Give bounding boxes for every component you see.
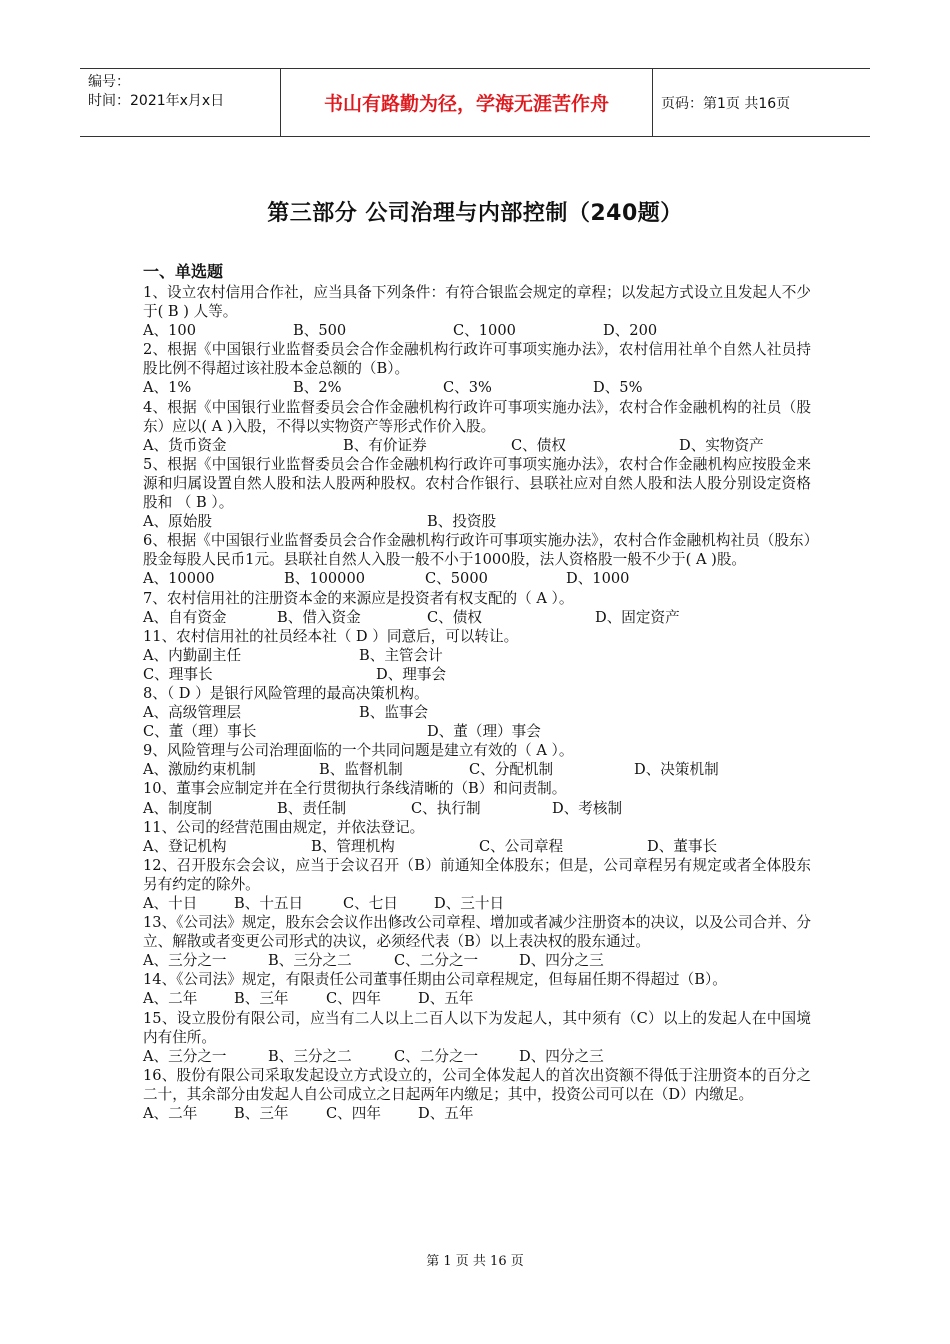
page-header — [80, 68, 870, 137]
answer-options — [143, 989, 811, 1008]
answer-option: A、内勤副主任 — [143, 646, 242, 664]
answer-options — [143, 894, 811, 913]
answer-option: A、三分之一 — [143, 1047, 227, 1065]
answer-option: A、激励约束机制 — [143, 761, 256, 779]
question-text: 7、农村信用社的注册资本金的来源应是投资者有权支配的（ A ）。 — [143, 589, 574, 607]
answer-option: A、自有资金 — [143, 608, 227, 626]
answer-option: B、三分之二 — [268, 952, 352, 970]
answer-options — [143, 512, 811, 531]
answer-option: B、三年 — [234, 990, 289, 1008]
answer-option: B、监事会 — [359, 704, 429, 722]
answer-option: B、2% — [293, 379, 342, 397]
answer-option: A、货币资金 — [143, 436, 227, 454]
answer-option: B、100000 — [284, 570, 366, 588]
answer-options — [143, 951, 811, 970]
question-text: 9、风险管理与公司治理面临的一个共同问题是建立有效的（ A ）。 — [143, 742, 574, 760]
question-text: 4、根据《中国银行业监督委员会合作金融机构行政许可事项实施办法》，农村合作金融机构的社员（股东）应以( A )入股，不得以实物资产等形式作价入股。 — [143, 398, 811, 435]
answer-option: B、主管会计 — [359, 646, 443, 664]
answer-option: D、五年 — [418, 1105, 474, 1123]
answer-options — [143, 646, 811, 665]
header-page-info: 页码：第1页 共16页 — [661, 95, 791, 112]
answer-option: D、董（理）事会 — [427, 723, 541, 741]
answer-option: C、二分之一 — [394, 1047, 479, 1065]
answer-option: A、1% — [143, 379, 192, 397]
answer-option: C、七日 — [343, 895, 398, 912]
answer-options — [143, 1104, 811, 1123]
answer-options — [143, 1047, 811, 1066]
answer-options — [143, 722, 811, 741]
time-label: 时间：2021年x月x日 — [88, 93, 225, 109]
answer-option: A、十日 — [143, 895, 198, 912]
answer-option: A、登记机构 — [143, 837, 227, 855]
answer-option: D、四分之三 — [519, 952, 604, 970]
answer-option: C、债权 — [511, 436, 566, 454]
number-label: 编号： — [88, 74, 130, 90]
answer-option: C、分配机制 — [469, 761, 554, 779]
answer-option: B、管理机构 — [311, 837, 395, 855]
answer-option: C、5000 — [425, 570, 488, 588]
answer-options — [143, 436, 811, 455]
answer-options — [143, 760, 811, 779]
answer-option: B、责任制 — [277, 799, 347, 817]
question-text: 1、设立农村信用合作社，应当具备下列条件：有符合银监会规定的章程；以发起方式设立且发起人不少于( B ) 人等。 — [143, 284, 811, 321]
question-text: 11、公司的经营范围由规定，并依法登记。 — [143, 818, 425, 836]
question-text: 13、《公司法》规定，股东会会议作出修改公司章程、增加或者减少注册资本的决议，以及公司合并、分立、解散或者变更公司形式的决议，必须经代表（B）以上表决权的股东通过。 — [143, 914, 811, 951]
answer-option: A、二年 — [143, 990, 198, 1008]
answer-option: B、500 — [293, 322, 347, 340]
answer-option: A、制度制 — [143, 799, 212, 817]
answer-option: C、董（理）事长 — [143, 723, 257, 741]
answer-options — [143, 608, 811, 627]
header-motto: 书山有路勤为径，学海无涯苦作舟 — [281, 69, 653, 136]
answer-option: B、十五日 — [234, 895, 304, 912]
question-text: 5、根据《中国银行业监督委员会合作金融机构行政许可事项实施办法》，农村合作金融机构应按股金来源和归属设置自然人股和法人股两种股权。农村合作银行、县联社应对自然人股和法人股分别设定资格股和 （ B ）。 — [143, 455, 811, 512]
answer-option: C、1000 — [453, 322, 516, 340]
answer-options — [143, 837, 811, 856]
answer-option: D、5% — [593, 379, 643, 397]
answer-option: D、董事长 — [647, 837, 718, 855]
answer-option: D、实物资产 — [679, 436, 764, 454]
answer-options — [143, 321, 811, 340]
answer-option: D、固定资产 — [595, 608, 680, 626]
answer-option: B、借入资金 — [277, 608, 361, 626]
answer-option: D、1000 — [566, 570, 630, 588]
answer-option: C、执行制 — [411, 799, 481, 817]
answer-option: D、五年 — [418, 990, 474, 1008]
answer-option: C、理事长 — [143, 665, 213, 683]
answer-option: A、三分之一 — [143, 952, 227, 970]
answer-option: B、三分之二 — [268, 1047, 352, 1065]
answer-option: A、10000 — [143, 570, 215, 588]
answer-option: A、100 — [143, 322, 196, 340]
answer-option: C、二分之一 — [394, 952, 479, 970]
question-text: 2、根据《中国银行业监督委员会合作金融机构行政许可事项实施办法》，农村信用社单个自然人社员持股比例不得超过该社股本金总额的（B）。 — [143, 341, 811, 378]
answer-option: A、原始股 — [143, 513, 212, 531]
answer-options — [143, 569, 811, 588]
question-text: 6、根据《中国银行业监督委员会合作金融机构行政许可事项实施办法》，农村合作金融机构社员（股东）股金每股人民币1元。县联社自然人入股一般不小于1000股，法人资格股一般不少于( A )股。 — [143, 532, 811, 569]
answer-option: C、四年 — [326, 990, 381, 1008]
question-text: 10、董事会应制定并在全行贯彻执行条线清晰的（B）和问责制。 — [143, 780, 567, 798]
page-footer: 第 1 页 共 16 页 — [426, 1254, 524, 1269]
answer-option: B、有价证券 — [343, 436, 427, 454]
question-text: 14、《公司法》规定，有限责任公司董事任期由公司章程规定，但每届任期不得超过（B）。 — [143, 971, 727, 989]
answer-option: D、决策机制 — [634, 761, 719, 779]
answer-option: D、理事会 — [376, 665, 447, 683]
answer-option: A、二年 — [143, 1105, 198, 1123]
answer-option: B、监督机制 — [319, 761, 403, 779]
answer-option: B、投资股 — [427, 513, 497, 531]
section-title: 一、单选题 — [143, 262, 224, 281]
header-meta — [80, 69, 281, 136]
question-text: 12、召开股东会会议，应当于会议召开（B）前通知全体股东；但是，公司章程另有规定或者全体股东另有约定的除外。 — [143, 856, 811, 893]
answer-option: D、考核制 — [552, 799, 623, 817]
answer-option: D、三十日 — [434, 895, 505, 912]
question-text: 11、农村信用社的社员经本社（ D ）同意后，可以转让。 — [143, 627, 519, 645]
question-list — [143, 261, 811, 1123]
document-title: 第三部分 公司治理与内部控制（240题） — [267, 201, 683, 226]
question-text: 8、（ D ）是银行风险管理的最高决策机构。 — [143, 684, 429, 702]
answer-option: A、高级管理层 — [143, 704, 242, 722]
answer-option: C、3% — [443, 379, 492, 397]
question-text: 15、设立股份有限公司，应当有二人以上二百人以下为发起人，其中须有（C）以上的发起人在中国境内有住所。 — [143, 1009, 811, 1046]
answer-option: B、三年 — [234, 1105, 289, 1123]
answer-options — [143, 799, 811, 818]
answer-options — [143, 665, 811, 684]
answer-option: D、四分之三 — [519, 1047, 604, 1065]
answer-option: C、四年 — [326, 1105, 381, 1123]
answer-option: C、公司章程 — [479, 837, 564, 855]
answer-option: C、债权 — [427, 608, 482, 626]
question-text: 16、股份有限公司采取发起设立方式设立的，公司全体发起人的首次出资额不得低于注册资本的百分之二十，其余部分由发起人自公司成立之日起两年内缴足；其中，投资公司可以在（D）内缴足。 — [143, 1066, 811, 1103]
answer-options — [143, 703, 811, 722]
answer-option: D、200 — [603, 322, 658, 340]
answer-options — [143, 378, 811, 397]
